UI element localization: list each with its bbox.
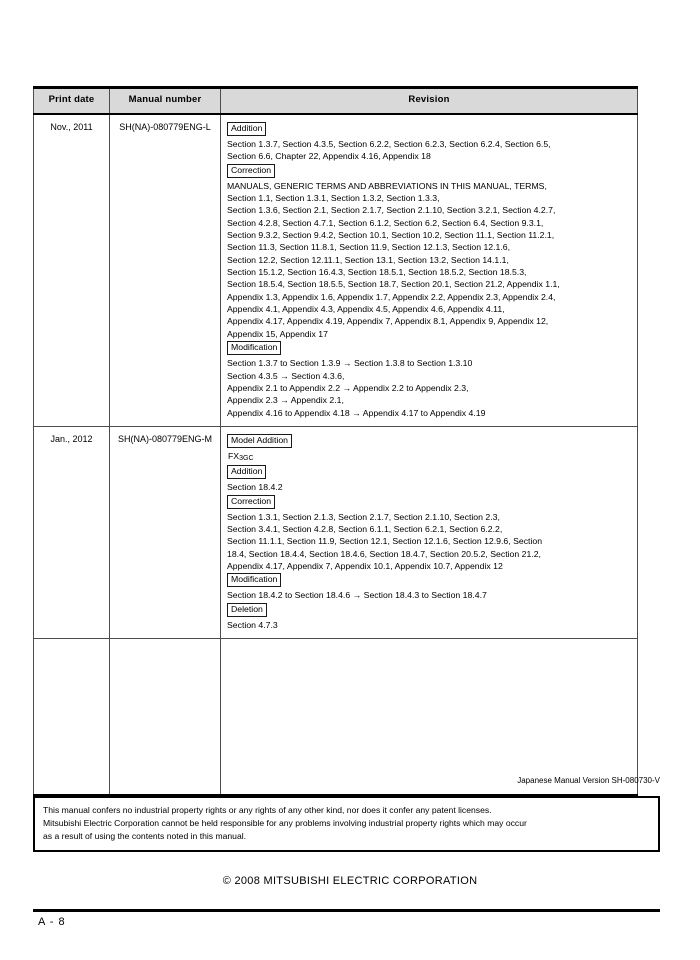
- cell-revision: [221, 114, 638, 426]
- revision-text-line: 18.4, Section 18.4.4, Section 18.4.6, Section 18.4.7, Section 20.5.2, Section 21.2,: [227, 548, 541, 559]
- revision-text-line: Appendix 4.16 to Appendix 4.18 → Appendix 4.17 to Appendix 4.19: [227, 407, 486, 418]
- cell-manual-number: [110, 638, 221, 795]
- copyright-notice: © 2008 MITSUBISHI ELECTRIC CORPORATION: [222, 875, 478, 887]
- revision-tag-addition: Addition: [227, 465, 266, 479]
- table-row: [34, 426, 638, 638]
- table-header: [34, 88, 638, 115]
- revision-text-line: Section 11.3, Section 11.8.1, Section 11.9, Section 12.1.3, Section 12.1.6,: [227, 242, 511, 253]
- revision-text-line: Appendix 1.3, Appendix 1.6, Appendix 1.7, Appendix 2.2, Appendix 2.3, Appendix 2.4,: [227, 291, 556, 302]
- table-header-row: [34, 88, 638, 115]
- revision-block-tag-wrap: [227, 572, 633, 589]
- page-number: A - 8: [38, 916, 66, 928]
- revision-block-tag-wrap: [227, 494, 633, 511]
- column-header-print-date: Print date: [34, 88, 110, 115]
- disclaimer-line: as a result of using the contents noted in this manual.: [43, 831, 247, 841]
- table-row: [34, 638, 638, 795]
- model-name: [227, 450, 633, 464]
- revision-block-tag-wrap: [227, 163, 633, 180]
- revision-text-line: Section 9.3.2, Section 9.4.2, Section 10.1, Section 10.2, Section 11.1, Section 11.2.1,: [227, 230, 555, 241]
- cell-print-date: Jan., 2012: [34, 426, 110, 638]
- cell-manual-number: SH(NA)-080779ENG-M: [110, 426, 221, 638]
- cell-print-date: Nov., 2011: [34, 114, 110, 426]
- revision-block-tag-wrap: [227, 433, 633, 450]
- revision-text-line: Section 1.1, Section 1.3.1, Section 1.3.2, Section 1.3.3,: [227, 193, 440, 204]
- table-row: [34, 114, 638, 426]
- revision-text-line: Appendix 2.3 → Appendix 2.1,: [227, 395, 344, 406]
- table-body: [34, 114, 638, 795]
- revision-tag-modification: Modification: [227, 341, 281, 355]
- cell-manual-number: SH(NA)-080779ENG-L: [110, 114, 221, 426]
- column-header-revision: Revision: [221, 88, 638, 115]
- revision-text-line: Section 4.3.5 → Section 4.3.6,: [227, 370, 345, 381]
- revision-text-line: Section 1.3.7, Section 4.3.5, Section 6.2.2, Section 6.2.3, Section 6.2.4, Section 6.5,: [227, 139, 551, 149]
- model-name-prefix: FX: [228, 450, 240, 461]
- revision-text-line: Section 11.1.1, Section 11.9, Section 12.1, Section 12.1.6, Section 12.9.6, Section: [227, 536, 543, 547]
- revision-text-line: Section 18.5.4, Section 18.5.5, Section 18.7, Section 20.1, Section 21.2, Appendix 1.1,: [227, 279, 560, 290]
- revision-text-line: Section 6.6, Chapter 22, Appendix 4.16, Appendix 18: [227, 151, 431, 162]
- revision-tag-modification: Modification: [227, 573, 281, 587]
- model-name-subscript: 3GC: [239, 454, 254, 462]
- cell-revision: [221, 426, 638, 638]
- revision-tag-correction: Correction: [227, 164, 275, 178]
- cell-print-date: [34, 638, 110, 795]
- revision-text-line: Section 15.1.2, Section 16.4.3, Section 18.5.1, Section 18.5.2, Section 18.5.3,: [227, 267, 527, 278]
- revision-block-tag-wrap: [227, 121, 633, 138]
- revision-tag-deletion: Deletion: [227, 603, 267, 617]
- revision-text-line: Section 18.4.2 to Section 18.4.6 → Section 18.4.3 to Section 18.4.7: [227, 590, 487, 601]
- revision-text-line: Section 18.4.2: [227, 482, 283, 493]
- revision-text-line: Appendix 4.17, Appendix 4.19, Appendix 7, Appendix 8.1, Appendix 9, Appendix 12,: [227, 316, 549, 327]
- page-footer-rule: [33, 909, 660, 912]
- revision-tag-model-addition: Model Addition: [227, 434, 292, 448]
- revision-text-line: MANUALS, GENERIC TERMS AND ABBREVIATIONS IN THIS MANUAL, TERMS,: [227, 180, 547, 191]
- revision-text-line: Section 4.2.8, Section 4.7.1, Section 6.1.2, Section 6.2, Section 6.4, Section 9.3.1,: [227, 217, 544, 228]
- revision-tag-addition: Addition: [227, 122, 266, 136]
- revision-text-line: Appendix 4.1, Appendix 4.3, Appendix 4.5, Appendix 4.6, Appendix 4.11,: [227, 304, 505, 315]
- japanese-manual-version: Japanese Manual Version SH-080730-V: [517, 776, 660, 785]
- revision-text-line: Appendix 2.1 to Appendix 2.2 → Appendix 2.2 to Appendix 2.3,: [227, 382, 469, 393]
- revision-block-tag-wrap: [227, 340, 633, 357]
- revision-text-line: Section 4.7.3: [227, 619, 278, 630]
- revision-block-tag-wrap: [227, 602, 633, 619]
- revision-text-line: Section 12.2, Section 12.11.1, Section 13.1, Section 13.2, Section 14.1.1,: [227, 254, 509, 265]
- cell-revision: [221, 638, 638, 795]
- revision-text-line: Section 1.3.7 to Section 1.3.9 → Section 1.3.8 to Section 1.3.10: [227, 358, 473, 369]
- revision-block-tag-wrap: [227, 464, 633, 481]
- revision-tag-correction: Correction: [227, 495, 275, 509]
- disclaimer-line: Mitsubishi Electric Corporation cannot be held responsible for any problems involving industrial property rights which may occur: [43, 818, 527, 828]
- revision-history-table: [33, 86, 638, 797]
- revision-text-line: Section 1.3.6, Section 2.1, Section 2.1.7, Section 2.1.10, Section 3.2.1, Section 4.2.7,: [227, 205, 556, 216]
- revision-text-line: Appendix 15, Appendix 17: [227, 328, 328, 339]
- disclaimer-box: [33, 796, 660, 852]
- column-header-manual-number: Manual number: [110, 88, 221, 115]
- disclaimer-line: This manual confers no industrial property rights or any rights of any other kind, nor does it confer any patent licenses.: [43, 805, 492, 815]
- revision-text-line: Section 1.3.1, Section 2.1.3, Section 2.1.7, Section 2.1.10, Section 2.3,: [227, 511, 500, 522]
- revision-text-line: Appendix 4.17, Appendix 7, Appendix 10.1, Appendix 10.7, Appendix 12: [227, 560, 503, 571]
- revision-text-line: Section 3.4.1, Section 4.2.8, Section 6.1.1, Section 6.2.1, Section 6.2.2,: [227, 523, 503, 534]
